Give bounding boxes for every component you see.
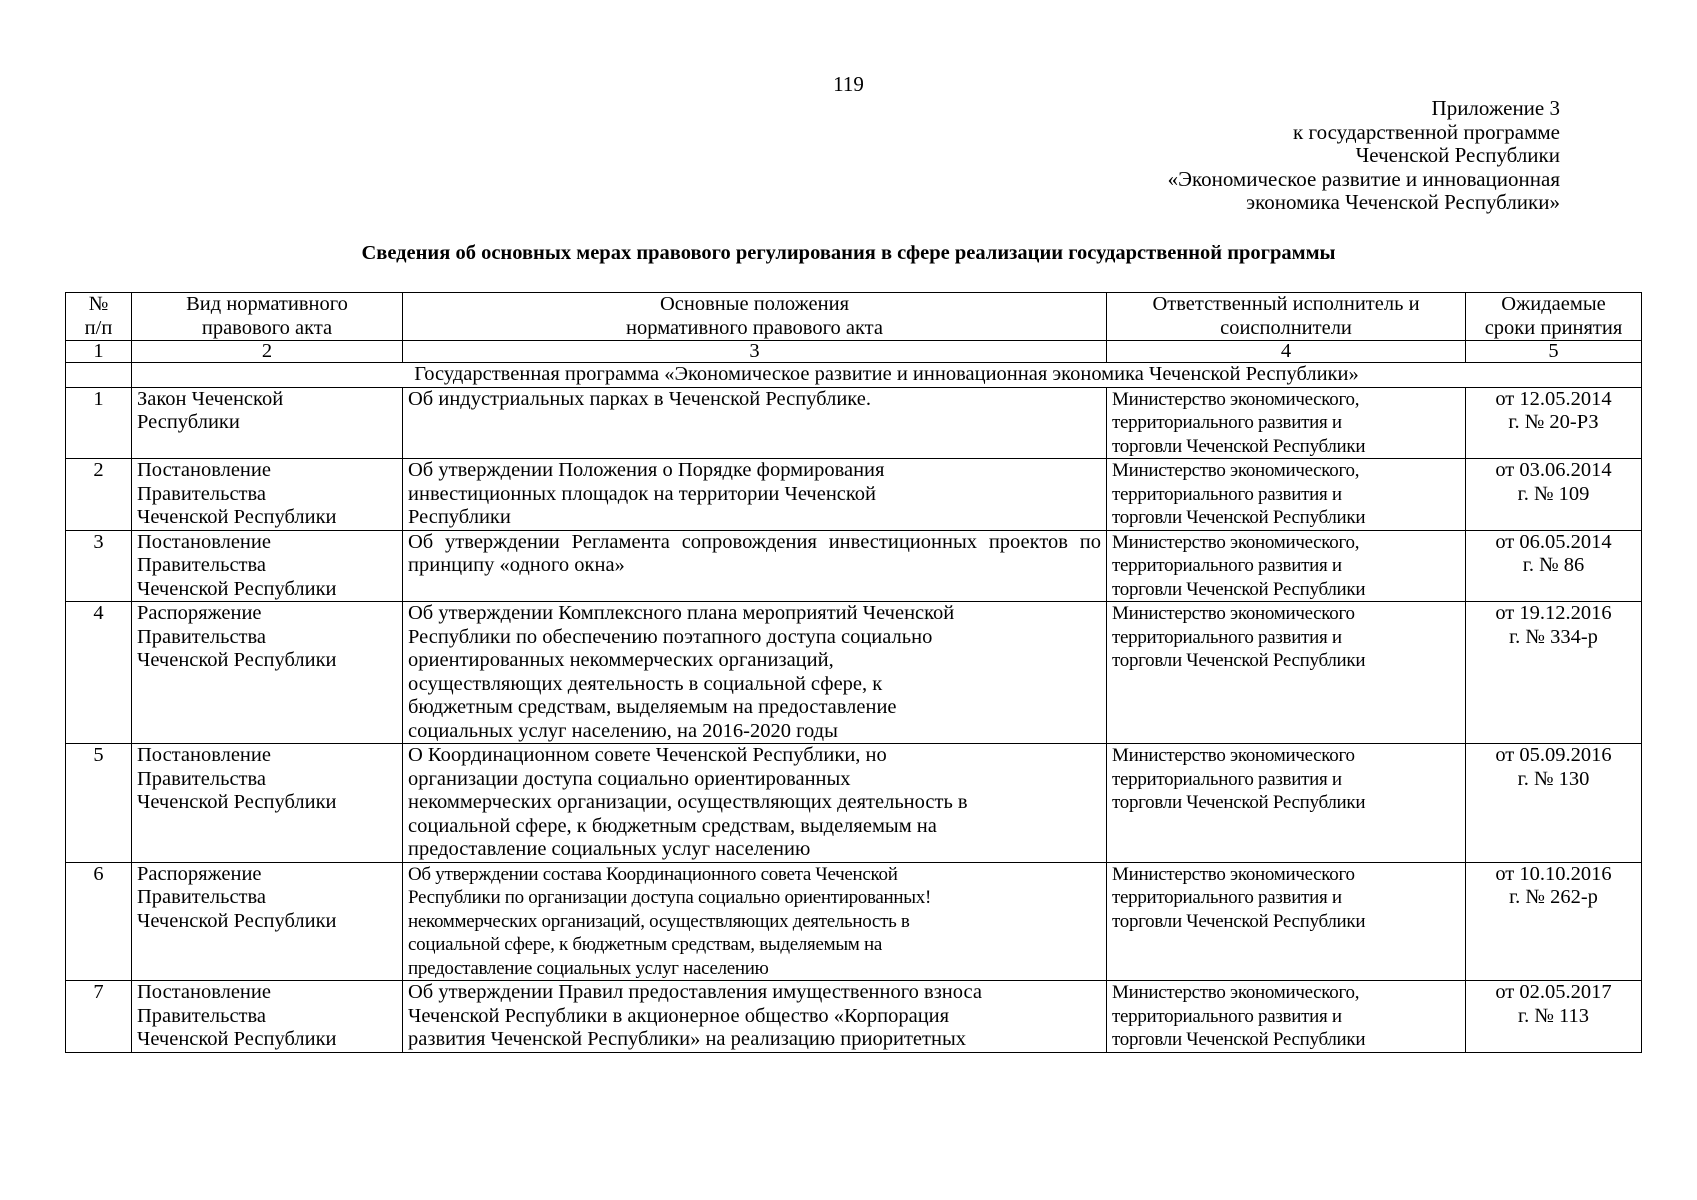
act-type-line: Чеченской Республики (137, 791, 337, 813)
act-executor-line: торговли Чеченской Республики (1112, 792, 1366, 813)
act-type-line: Чеченской Республики (137, 649, 337, 671)
act-type-line: Постановление (137, 459, 271, 481)
act-executor (1107, 530, 1466, 602)
legal-acts-table (65, 292, 1642, 1053)
act-executor-line: торговли Чеченской Республики (1112, 910, 1366, 932)
act-executor-line: Министерство экономического (1112, 863, 1355, 885)
row-number: 3 (66, 530, 132, 602)
row-number: 6 (66, 862, 132, 981)
act-provisions-line: некоммерческих организации, осуществляющих деятельность в (408, 791, 968, 813)
act-date (1466, 602, 1642, 744)
act-executor-line: торговли Чеченской Республики (1112, 507, 1366, 528)
act-provisions-line: Республики (408, 506, 511, 528)
act-executor-line: Министерство экономического, (1112, 388, 1360, 410)
header-line: сроки принятия (1484, 316, 1623, 339)
act-provisions-line: Об индустриальных парках в Чеченской Республике. (408, 387, 871, 410)
column-number: 4 (1107, 341, 1466, 363)
act-provisions (403, 602, 1107, 744)
section-empty-cell (66, 363, 132, 388)
act-type-line: Распоряжение (137, 602, 262, 624)
act-executor-line: торговли Чеченской Республики (1112, 1029, 1366, 1050)
act-provisions-line: социальных услуг населению, на 2016-2020 годы (408, 719, 838, 742)
table-row (66, 744, 1642, 863)
act-type-line: Постановление (137, 981, 271, 1003)
header-line: Ожидаемые (1501, 293, 1606, 315)
column-number: 2 (132, 341, 403, 363)
act-date-line: от 03.06.2014 (1495, 459, 1612, 481)
act-provisions-line: ориентированных некоммерческих организаций, (408, 649, 834, 671)
appendix-line: Приложение 3 (1431, 96, 1560, 120)
table-row (66, 602, 1642, 744)
table-row (66, 459, 1642, 531)
act-executor-line: территориального развития и (1112, 887, 1342, 908)
act-provisions-line: Об утверждении Правил предоставления имущественного взноса (408, 981, 982, 1003)
act-date-line: г. № 130 (1517, 767, 1590, 790)
table-header-row (66, 293, 1642, 341)
header-expected-date (1466, 293, 1642, 341)
act-type (132, 744, 403, 863)
act-type (132, 459, 403, 531)
header-act-type (132, 293, 403, 341)
act-date-line: от 02.05.2017 (1495, 981, 1612, 1003)
column-number: 3 (403, 341, 1107, 363)
act-provisions-line: Об утверждении состава Координационного совета Чеченской (408, 863, 898, 885)
row-number: 1 (66, 387, 132, 459)
act-type-line: Закон Чеченской (137, 387, 284, 410)
act-executor-line: территориального развития и (1112, 626, 1342, 648)
act-executor (1107, 459, 1466, 531)
act-provisions-line: развития Чеченской Республики» на реализацию приоритетных (408, 1028, 966, 1050)
act-type-line: Правительства (137, 554, 267, 576)
act-type-line: Правительства (137, 625, 267, 648)
act-provisions (403, 862, 1107, 981)
act-executor-line: территориального развития и (1112, 768, 1342, 790)
appendix-line: к государственной программе (1293, 119, 1560, 144)
act-date-line: от 06.05.2014 (1495, 530, 1612, 553)
act-type (132, 862, 403, 981)
act-date-line: от 19.12.2016 (1495, 602, 1612, 624)
act-date-line: г. № 86 (1522, 554, 1585, 576)
act-executor-line: Министерство экономического (1112, 603, 1355, 624)
act-provisions (403, 981, 1107, 1053)
act-provisions (403, 744, 1107, 863)
act-type (132, 387, 403, 459)
act-date-line: г. № 109 (1517, 482, 1590, 505)
act-date (1466, 981, 1642, 1053)
act-provisions (403, 387, 1107, 459)
section-title: Государственная программа «Экономическое развитие и инновационная экономика Чеченской Республики» (132, 363, 1642, 388)
act-date-line: г. № 113 (1517, 1004, 1590, 1027)
act-type-line: Чеченской Республики (137, 1028, 337, 1050)
act-executor-line: торговли Чеченской Республики (1112, 650, 1366, 671)
act-executor (1107, 744, 1466, 863)
table-row (66, 862, 1642, 981)
act-provisions-line: бюджетным средствам, выделяемым на предоставление (408, 696, 897, 718)
act-provisions (403, 530, 1107, 602)
act-provisions (403, 459, 1107, 531)
act-executor (1107, 862, 1466, 981)
appendix-line: «Экономическое развитие и инновационная (1167, 166, 1560, 191)
act-executor-line: территориального развития и (1112, 483, 1342, 505)
act-type-line: Постановление (137, 530, 271, 553)
header-line: нормативного правового акта (626, 316, 883, 339)
act-provisions-line: Об утверждении Комплексного плана мероприятий Чеченской (408, 602, 955, 624)
act-date (1466, 744, 1642, 863)
act-type-line: Правительства (137, 767, 267, 790)
header-executor (1107, 293, 1466, 341)
act-provisions-line: Республики по организации доступа социально ориентированных! (408, 887, 931, 908)
act-executor-line: Министерство экономического, (1112, 531, 1360, 553)
appendix-note (1168, 97, 1560, 215)
act-type-line: Чеченской Республики (137, 506, 337, 528)
act-executor-line: торговли Чеченской Республики (1112, 578, 1366, 600)
act-date (1466, 459, 1642, 531)
table-row (66, 530, 1642, 602)
act-provisions-line: осуществляющих деятельность в социальной сфере, к (408, 672, 883, 695)
act-executor-line: территориального развития и (1112, 555, 1342, 576)
act-type (132, 602, 403, 744)
act-provisions-line: предоставление социальных услуг населению (408, 957, 769, 979)
row-number: 2 (66, 459, 132, 531)
act-type-line: Правительства (137, 1004, 267, 1027)
act-provisions-text: Об утверждении Регламента сопровождения инвестиционных проектов по принципу «одного окна» (408, 530, 1101, 576)
act-date-line: г. № 20-РЗ (1508, 411, 1599, 433)
act-type-line: Чеченской Республики (137, 909, 337, 932)
act-executor (1107, 602, 1466, 744)
act-executor-line: Министерство экономического, (1112, 460, 1360, 481)
act-provisions-line: Чеченской Республики в акционерное общество «Корпорация (408, 1004, 950, 1027)
act-date-line: от 05.09.2016 (1495, 744, 1612, 766)
act-date (1466, 862, 1642, 981)
header-line: Ответственный исполнитель и (1152, 293, 1420, 315)
header-number (66, 293, 132, 341)
column-number: 5 (1466, 341, 1642, 363)
header-line: № (88, 293, 109, 315)
act-date (1466, 387, 1642, 459)
act-executor-line: Министерство экономического, (1112, 982, 1360, 1003)
header-line: п/п (84, 316, 113, 339)
act-provisions-line: социальной сфере, к бюджетным средствам, выделяемым на (408, 934, 882, 955)
page-number: 119 (833, 72, 864, 96)
act-date (1466, 530, 1642, 602)
column-number: 1 (66, 341, 132, 363)
header-line: Вид нормативного (186, 293, 348, 315)
table-row (66, 981, 1642, 1053)
act-executor-line: территориального развития и (1112, 412, 1342, 433)
act-date-line: г. № 262-р (1509, 886, 1598, 908)
act-type-line: Правительства (137, 482, 267, 505)
appendix-line: Чеченской Республики (1355, 143, 1560, 167)
act-type (132, 981, 403, 1053)
act-date-line: от 12.05.2014 (1495, 387, 1612, 410)
act-type (132, 530, 403, 602)
act-provisions-line: О Координационном совете Чеченской Республики, но (408, 744, 887, 766)
act-provisions-line: некоммерческих организаций, осуществляющих деятельность в (408, 910, 910, 932)
row-number: 4 (66, 602, 132, 744)
header-line: Основные положения (659, 293, 850, 315)
act-executor-line: торговли Чеченской Республики (1112, 435, 1366, 457)
act-type-line: Распоряжение (137, 862, 262, 885)
act-provisions-line: инвестиционных площадок на территории Чеченской (408, 482, 877, 505)
act-executor (1107, 387, 1466, 459)
header-line: соисполнители (1220, 316, 1352, 339)
act-date-line: от 10.10.2016 (1495, 862, 1612, 885)
act-executor-line: Министерство экономического (1112, 745, 1355, 766)
row-number: 5 (66, 744, 132, 863)
act-type-line: Постановление (137, 744, 271, 766)
act-executor (1107, 981, 1466, 1053)
act-executor-line: территориального развития и (1112, 1005, 1342, 1027)
section-row (66, 363, 1642, 388)
act-provisions-line: Об утверждении Положения о Порядке формирования (408, 459, 885, 481)
row-number: 7 (66, 981, 132, 1053)
act-provisions-line: социальной сфере, к бюджетным средствам, выделяемым на (408, 814, 937, 837)
header-act-provisions (403, 293, 1107, 341)
document-title: Сведения об основных мерах правового регулирования в сфере реализации государственной программы (361, 242, 1336, 264)
header-line: правового акта (201, 316, 333, 339)
act-provisions-line: Республики по обеспечению поэтапного доступа социально (408, 625, 933, 648)
table-row (66, 387, 1642, 459)
act-date-line: г. № 334-р (1509, 625, 1598, 648)
act-type-line: Чеченской Республики (137, 577, 337, 600)
act-provisions-line: предоставление социальных услуг населению (408, 838, 811, 860)
act-provisions-line: организации доступа социально ориентированных (408, 767, 851, 790)
act-type-line: Правительства (137, 886, 267, 908)
column-number-row (66, 341, 1642, 363)
appendix-line: экономика Чеченской Республики» (1246, 190, 1560, 214)
act-type-line: Республики (137, 411, 240, 433)
